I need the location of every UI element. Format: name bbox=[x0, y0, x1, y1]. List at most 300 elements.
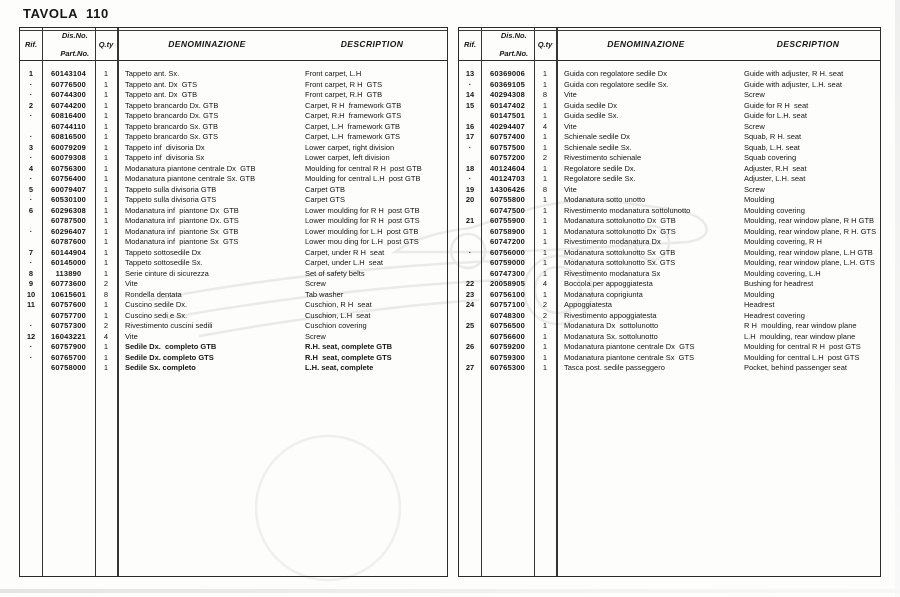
cell-qty: 1 bbox=[103, 111, 109, 120]
cell-part: 113890 bbox=[55, 268, 82, 278]
cell-desc: Squab, L.H. seat bbox=[744, 142, 800, 152]
cell-part: 60758000 bbox=[51, 363, 86, 372]
cell-part: 60757100 bbox=[490, 300, 525, 309]
table-row bbox=[459, 216, 880, 227]
table-row bbox=[459, 248, 880, 259]
cell-den: Tappeto inf divisoria Sx bbox=[125, 153, 205, 162]
cell-desc: Lower moulding for R H post GTS bbox=[305, 216, 420, 225]
cell-part: 40124703 bbox=[490, 174, 525, 183]
cell-den: Modanatura inf piantone Sx GTB bbox=[125, 226, 239, 236]
cell-part: 60765700 bbox=[51, 352, 86, 362]
cell-den: Modanatura inf piantone Dx GTB bbox=[125, 205, 239, 215]
cell-den: Modanatura sotto unotto bbox=[564, 195, 646, 204]
cell-den: Tasca post. sedile passeggero bbox=[564, 363, 665, 372]
cell-qty: 1 bbox=[542, 342, 548, 351]
cell-rif bbox=[459, 332, 481, 343]
table-row bbox=[20, 122, 447, 133]
cell-rif bbox=[459, 269, 481, 280]
cell-part: 60756300 bbox=[51, 163, 86, 173]
cell-part: 60296308 bbox=[51, 205, 86, 215]
table-row bbox=[459, 227, 880, 238]
cell-den: Tappeto sottosedile Dx bbox=[125, 247, 201, 257]
cell-den: Modanatura sottolunotto Sx GTB bbox=[564, 247, 676, 257]
cell-den: Modanatura piantone centrale Sx. GTB bbox=[125, 174, 256, 183]
table-row bbox=[20, 227, 447, 238]
table-header bbox=[20, 28, 447, 61]
table-row bbox=[459, 363, 880, 374]
cell-qty: 1 bbox=[542, 216, 548, 225]
col-header-disno-line2: Part.No. bbox=[60, 48, 90, 58]
scan-edge-bottom bbox=[0, 589, 900, 593]
cell-rif: · bbox=[468, 174, 472, 183]
col-header-disno-line1: Dis.No. bbox=[61, 30, 88, 40]
cell-den: Modanatura inf piantone Sx GTS bbox=[125, 237, 239, 246]
cell-qty: 1 bbox=[103, 153, 109, 162]
cell-den: Modanatura coprigiunta bbox=[564, 289, 643, 299]
cell-rif bbox=[459, 237, 481, 248]
table-row bbox=[20, 101, 447, 112]
cell-qty: 1 bbox=[542, 205, 548, 215]
cell-part: 60816400 bbox=[51, 111, 86, 120]
table-row bbox=[20, 269, 447, 280]
cell-qty: 1 bbox=[542, 268, 548, 278]
cell-rif: · bbox=[29, 195, 33, 204]
cell-den: Guida con regolatore sedile Sx. bbox=[564, 79, 669, 89]
cell-rif: 1 bbox=[28, 69, 34, 78]
table-body bbox=[459, 61, 880, 374]
cell-part: 60757700 bbox=[51, 310, 86, 320]
cell-den: Tappeto sulla divisoria GTS bbox=[125, 195, 217, 204]
cell-den: Modanatura piantone centrale Sx GTS bbox=[564, 352, 695, 362]
cell-qty: 1 bbox=[103, 258, 109, 267]
table-row bbox=[459, 311, 880, 322]
cell-part: 60079407 bbox=[51, 184, 86, 194]
cell-rif: 8 bbox=[28, 268, 34, 278]
table-row bbox=[459, 290, 880, 301]
cell-qty: 1 bbox=[103, 195, 109, 204]
col-header-disno-line2: Part.No. bbox=[499, 48, 529, 58]
cell-rif bbox=[20, 237, 42, 248]
cell-rif: 23 bbox=[465, 289, 475, 299]
cell-part: 60747300 bbox=[490, 268, 525, 278]
cell-qty: 8 bbox=[542, 90, 548, 99]
table-row bbox=[20, 332, 447, 343]
cell-den: Tappeto brancardo Sx. GTB bbox=[125, 121, 218, 131]
cell-part: 60144904 bbox=[51, 247, 86, 257]
cell-qty: 2 bbox=[542, 310, 548, 320]
cell-desc: Moulding covering, R H bbox=[744, 237, 822, 246]
cell-desc: R.H. seat, complete GTB bbox=[305, 342, 393, 351]
col-header-rif: Rif. bbox=[24, 39, 38, 49]
cell-part: 60773600 bbox=[51, 279, 86, 288]
parts-table-left bbox=[19, 27, 448, 577]
cell-den: Tappeto brancardo Dx. GTS bbox=[125, 111, 219, 120]
cell-desc: Lower mou ding for L.H post GTS bbox=[305, 237, 419, 246]
cell-part: 40294308 bbox=[490, 90, 525, 99]
cell-den: Modanatura Sx. sottolunotto bbox=[564, 331, 658, 341]
table-row bbox=[459, 111, 880, 122]
cell-den: Rivestimento modanatura sottolunotto bbox=[564, 205, 691, 215]
cell-part: 60145000 bbox=[51, 258, 86, 267]
cell-desc: Carpet, R.H framework GTS bbox=[305, 111, 402, 120]
cell-qty: 1 bbox=[103, 163, 109, 173]
cell-desc: Carpet, L.H framework GTB bbox=[305, 121, 401, 131]
cell-rif bbox=[459, 353, 481, 364]
col-header-qty: Q.ty bbox=[98, 39, 114, 49]
table-row bbox=[459, 332, 880, 343]
cell-qty: 1 bbox=[103, 205, 109, 215]
page-title: TAVOLA 110 bbox=[23, 6, 109, 21]
cell-desc: Moulding, rear window plane, R H. GTS bbox=[744, 226, 877, 236]
cell-desc: L.H moulding, rear window plane bbox=[744, 331, 856, 341]
cell-desc: Moulding for central R H post GTS bbox=[744, 342, 861, 351]
column-divider bbox=[95, 28, 96, 576]
cell-part: 60757400 bbox=[490, 132, 525, 141]
cell-rif: 24 bbox=[465, 300, 475, 309]
cell-qty: 1 bbox=[542, 142, 548, 152]
cell-den: Rondella dentata bbox=[125, 289, 182, 299]
table-row bbox=[20, 143, 447, 154]
col-header-denominazione: DENOMINAZIONE bbox=[168, 39, 246, 49]
cell-qty: 1 bbox=[542, 331, 548, 341]
cell-qty: 1 bbox=[103, 352, 109, 362]
cell-den: Tappeto inf divisoria Dx bbox=[125, 142, 205, 152]
cell-den: Modanatura sottolunotto Dx GTB bbox=[564, 216, 676, 225]
cell-desc: Moulding, rear window plane, R H GTB bbox=[744, 216, 875, 225]
table-row bbox=[20, 311, 447, 322]
cell-desc: Tab washer bbox=[305, 289, 344, 299]
cell-qty: 1 bbox=[542, 69, 548, 78]
cell-den: Modanatura inf piantone Dx. GTS bbox=[125, 216, 239, 225]
cell-den: Guida con regolatore sedile Dx bbox=[564, 69, 667, 78]
cell-part: 60530100 bbox=[51, 195, 86, 204]
cell-qty: 1 bbox=[103, 268, 109, 278]
cell-rif: · bbox=[468, 247, 472, 257]
cell-desc: Guide with adjuster, R H. seat bbox=[744, 69, 844, 78]
cell-desc: Screw bbox=[305, 331, 326, 341]
table-row bbox=[20, 111, 447, 122]
cell-den: Modanatura piantone centrale Dx GTS bbox=[564, 342, 695, 351]
cell-part: 60757900 bbox=[51, 342, 86, 351]
col-header-denominazione: DENOMINAZIONE bbox=[607, 39, 685, 49]
table-row bbox=[20, 80, 447, 91]
cell-den: Schienale sedile Sx. bbox=[564, 142, 632, 152]
table-row bbox=[459, 122, 880, 133]
cell-part: 60079308 bbox=[51, 153, 86, 162]
table-row bbox=[20, 164, 447, 175]
cell-desc: Guide for L.H. seat bbox=[744, 111, 807, 120]
table-row bbox=[459, 153, 880, 164]
cell-den: Guida sedile Sx. bbox=[564, 111, 619, 120]
cell-part: 60755800 bbox=[490, 195, 525, 204]
table-row bbox=[459, 90, 880, 101]
cell-desc: Cuschion, R H seat bbox=[305, 300, 372, 309]
col-header-partno bbox=[42, 22, 95, 67]
cell-rif bbox=[20, 311, 42, 322]
cell-rif: 5 bbox=[28, 184, 34, 194]
cell-desc: Bushing for headrest bbox=[744, 279, 814, 288]
cell-rif bbox=[459, 227, 481, 238]
cell-qty: 8 bbox=[103, 289, 109, 299]
table-row bbox=[459, 143, 880, 154]
cell-desc: Carpet, R H framework GTB bbox=[305, 100, 402, 110]
cell-desc: Front carpet, R H GTS bbox=[305, 79, 383, 89]
cell-rif: 10 bbox=[26, 289, 36, 299]
table-row bbox=[459, 300, 880, 311]
cell-den: Tappeto ant. Sx. bbox=[125, 69, 180, 78]
cell-qty: 1 bbox=[103, 174, 109, 183]
cell-rif: · bbox=[29, 174, 33, 183]
cell-qty: 1 bbox=[542, 237, 548, 246]
cell-qty: 1 bbox=[103, 216, 109, 225]
cell-desc: Cuschion covering bbox=[305, 321, 367, 330]
cell-rif bbox=[20, 363, 42, 374]
cell-den: Sedile Sx. completo bbox=[125, 363, 196, 372]
cell-desc: Screw bbox=[744, 121, 765, 131]
table-row bbox=[20, 321, 447, 332]
cell-rif bbox=[459, 153, 481, 164]
table-row bbox=[20, 353, 447, 364]
cell-desc: R H moulding, rear window plane bbox=[744, 321, 857, 330]
cell-rif: 25 bbox=[465, 321, 475, 330]
cell-rif bbox=[459, 206, 481, 217]
cell-desc: Squab, R H. seat bbox=[744, 132, 802, 141]
cell-part: 60079209 bbox=[51, 142, 86, 152]
cell-qty: 1 bbox=[103, 121, 109, 131]
cell-desc: Moulding, rear window plane, L.H GTB bbox=[744, 247, 873, 257]
cell-rif bbox=[459, 258, 481, 269]
cell-part: 60757200 bbox=[490, 153, 525, 162]
cell-part: 60747200 bbox=[490, 237, 525, 246]
cell-qty: 1 bbox=[103, 184, 109, 194]
table-row bbox=[459, 164, 880, 175]
cell-part: 60147402 bbox=[490, 100, 525, 110]
table-row bbox=[20, 216, 447, 227]
table-row bbox=[20, 248, 447, 259]
cell-den: Vite bbox=[564, 184, 577, 194]
cell-part: 40124604 bbox=[490, 163, 525, 173]
cell-rif: 4 bbox=[28, 163, 34, 173]
cell-desc: L.H. seat, complete bbox=[305, 363, 374, 372]
cell-den: Tappeto ant. Dx GTB bbox=[125, 90, 198, 99]
cell-desc: Front carpet, R.H GTB bbox=[305, 90, 383, 99]
cell-qty: 1 bbox=[103, 90, 109, 99]
cell-rif: 18 bbox=[465, 163, 475, 173]
cell-den: Rivestimento cuscini sedili bbox=[125, 321, 213, 330]
cell-qty: 1 bbox=[103, 342, 109, 351]
cell-rif: · bbox=[29, 90, 33, 99]
cell-den: Modanatura piantone centrale Dx GTB bbox=[125, 163, 256, 173]
table-row bbox=[20, 69, 447, 80]
table-row bbox=[20, 153, 447, 164]
cell-part: 60757300 bbox=[51, 321, 86, 330]
cell-rif: · bbox=[29, 321, 33, 330]
cell-qty: 2 bbox=[542, 300, 548, 309]
cell-rif: · bbox=[29, 111, 33, 120]
cell-part: 60748300 bbox=[490, 310, 525, 320]
table-row bbox=[20, 290, 447, 301]
cell-den: Modanatura sottolunotto Sx. GTS bbox=[564, 258, 676, 267]
cell-den: Cuscino sedi e Sx. bbox=[125, 310, 188, 320]
cell-den: Vite bbox=[564, 90, 577, 99]
cell-desc: Guide with adjuster, L.H. seat bbox=[744, 79, 842, 89]
cell-den: Rivestimento appoggiatesta bbox=[564, 310, 657, 320]
cell-den: Sedile Dx. completo GTB bbox=[125, 342, 217, 351]
cell-desc: Pocket, behind passenger seat bbox=[744, 363, 847, 372]
cell-part: 60744110 bbox=[51, 121, 86, 131]
cell-den: Vite bbox=[125, 331, 138, 341]
cell-den: Rivestimento modanatura Dx bbox=[564, 237, 661, 246]
table-row bbox=[20, 195, 447, 206]
table-row bbox=[459, 69, 880, 80]
cell-den: Vite bbox=[125, 279, 138, 288]
cell-qty: 1 bbox=[542, 321, 548, 330]
cell-qty: 1 bbox=[542, 111, 548, 120]
cell-rif: · bbox=[29, 226, 33, 236]
cell-part: 60756400 bbox=[51, 174, 86, 183]
table-row bbox=[20, 342, 447, 353]
cell-part: 60147501 bbox=[490, 111, 525, 120]
cell-desc: Lower carpet, right division bbox=[305, 142, 395, 152]
col-header-description: DESCRIPTION bbox=[340, 39, 404, 49]
cell-part: 60756000 bbox=[490, 247, 525, 257]
cell-qty: 1 bbox=[103, 226, 109, 236]
cell-qty: 1 bbox=[542, 79, 548, 89]
table-row bbox=[459, 206, 880, 217]
table-row bbox=[20, 237, 447, 248]
cell-part: 60776500 bbox=[51, 79, 86, 89]
cell-rif: 2 bbox=[28, 100, 34, 110]
cell-desc: Headrest bbox=[744, 300, 775, 309]
cell-den: Regolatore sedile Dx. bbox=[564, 163, 636, 173]
cell-part: 60759200 bbox=[490, 342, 525, 351]
cell-den: Tappeto brancardo Dx. GTB bbox=[125, 100, 219, 110]
cell-desc: Lower carpet, left division bbox=[305, 153, 390, 162]
cell-part: 60758900 bbox=[490, 226, 525, 236]
cell-desc: Lower moulding for R H post GTB bbox=[305, 205, 420, 215]
cell-qty: 4 bbox=[103, 331, 109, 341]
cell-rif: 22 bbox=[465, 279, 475, 288]
cell-desc: Moulding, rear window plane, L.H. GTS bbox=[744, 258, 875, 267]
cell-part: 60747500 bbox=[490, 205, 525, 215]
cell-part: 60759300 bbox=[490, 352, 525, 362]
cell-qty: 2 bbox=[103, 279, 109, 288]
cell-rif: 11 bbox=[27, 300, 35, 309]
cell-qty: 1 bbox=[542, 226, 548, 236]
cell-rif: 9 bbox=[28, 279, 34, 288]
cell-part: 14306426 bbox=[490, 184, 525, 194]
cell-rif: · bbox=[29, 342, 33, 351]
cell-part: 60757600 bbox=[51, 300, 86, 309]
cell-rif bbox=[20, 122, 42, 133]
cell-qty: 1 bbox=[542, 258, 548, 267]
cell-desc: Squab covering bbox=[744, 153, 797, 162]
cell-desc: Headrest covering bbox=[744, 310, 805, 320]
cell-qty: 8 bbox=[542, 184, 548, 194]
cell-rif: 6 bbox=[28, 205, 34, 215]
cell-den: Cuscino sedile Dx. bbox=[125, 300, 188, 309]
table-row bbox=[20, 174, 447, 185]
cell-part: 60744300 bbox=[51, 90, 86, 99]
cell-rif: 27 bbox=[465, 363, 475, 372]
cell-desc: Moulding for central R H post GTB bbox=[305, 163, 422, 173]
table-row bbox=[459, 237, 880, 248]
cell-rif: 26 bbox=[465, 342, 475, 351]
cell-part: 60143104 bbox=[51, 69, 86, 78]
cell-qty: 2 bbox=[103, 321, 109, 330]
cell-desc: Guide for R H seat bbox=[744, 100, 809, 110]
cell-desc: Carpet, under R H seat bbox=[305, 247, 385, 257]
cell-part: 60744200 bbox=[51, 100, 86, 110]
cell-desc: Adjuster, R.H seat bbox=[744, 163, 807, 173]
column-divider bbox=[481, 28, 482, 576]
cell-qty: 1 bbox=[103, 310, 109, 320]
table-row bbox=[20, 90, 447, 101]
cell-desc: Cuschion, L.H seat bbox=[305, 310, 371, 320]
cell-qty: 1 bbox=[542, 174, 548, 183]
cell-rif bbox=[459, 311, 481, 322]
cell-part: 60816500 bbox=[51, 132, 86, 141]
cell-desc: Front carpet, L.H bbox=[305, 69, 362, 78]
cell-den: Appoggiatesta bbox=[564, 300, 612, 309]
cell-part: 60756600 bbox=[490, 331, 525, 341]
cell-den: Schienale sedile Dx bbox=[564, 132, 630, 141]
cell-rif: · bbox=[468, 142, 472, 152]
column-divider bbox=[534, 28, 535, 576]
cell-den: Modanatura Dx sottolunotto bbox=[564, 321, 659, 330]
col-header-disno-line1: Dis.No. bbox=[500, 30, 527, 40]
cell-desc: Moulding for central L.H post GTB bbox=[305, 174, 421, 183]
cell-desc: Moulding for central L.H post GTS bbox=[744, 352, 860, 362]
cell-part: 60296407 bbox=[51, 226, 86, 236]
cell-rif: 12 bbox=[26, 331, 36, 341]
cell-qty: 1 bbox=[103, 79, 109, 89]
cell-desc: Screw bbox=[744, 90, 765, 99]
cell-qty: 1 bbox=[542, 352, 548, 362]
cell-desc: Carpet GTS bbox=[305, 195, 346, 204]
cell-rif: · bbox=[29, 79, 33, 89]
cell-part: 60787500 bbox=[51, 216, 86, 225]
cell-desc: Moulding covering bbox=[744, 205, 805, 215]
cell-part: 60757500 bbox=[490, 142, 525, 152]
cell-qty: 1 bbox=[542, 195, 548, 204]
cell-den: Modanatura sottolunotto Dx GTS bbox=[564, 226, 676, 236]
cell-desc: Adjuster, L.H. seat bbox=[744, 174, 806, 183]
cell-part: 60759000 bbox=[490, 258, 525, 267]
cell-desc: Moulding bbox=[744, 195, 775, 204]
cell-part: 60756500 bbox=[490, 321, 525, 330]
cell-rif: 19 bbox=[465, 184, 475, 194]
cell-part: 10615601 bbox=[51, 289, 86, 299]
col-header-rif: Rif. bbox=[463, 39, 477, 49]
table-row bbox=[459, 174, 880, 185]
table-row bbox=[459, 132, 880, 143]
table-row bbox=[459, 185, 880, 196]
cell-qty: 1 bbox=[103, 237, 109, 246]
col-header-partno bbox=[481, 22, 534, 67]
cell-part: 60756100 bbox=[490, 289, 525, 299]
cell-qty: 1 bbox=[103, 363, 109, 372]
cell-den: Tappeto brancardo Sx. GTS bbox=[125, 132, 218, 141]
cell-qty: 1 bbox=[542, 100, 548, 110]
cell-rif: 15 bbox=[465, 100, 475, 110]
table-row bbox=[20, 300, 447, 311]
cell-qty: 4 bbox=[542, 121, 548, 131]
cell-rif: · bbox=[29, 153, 33, 162]
table-row bbox=[459, 321, 880, 332]
cell-desc: Carpet, under L.H seat bbox=[305, 258, 383, 267]
table-row bbox=[459, 279, 880, 290]
